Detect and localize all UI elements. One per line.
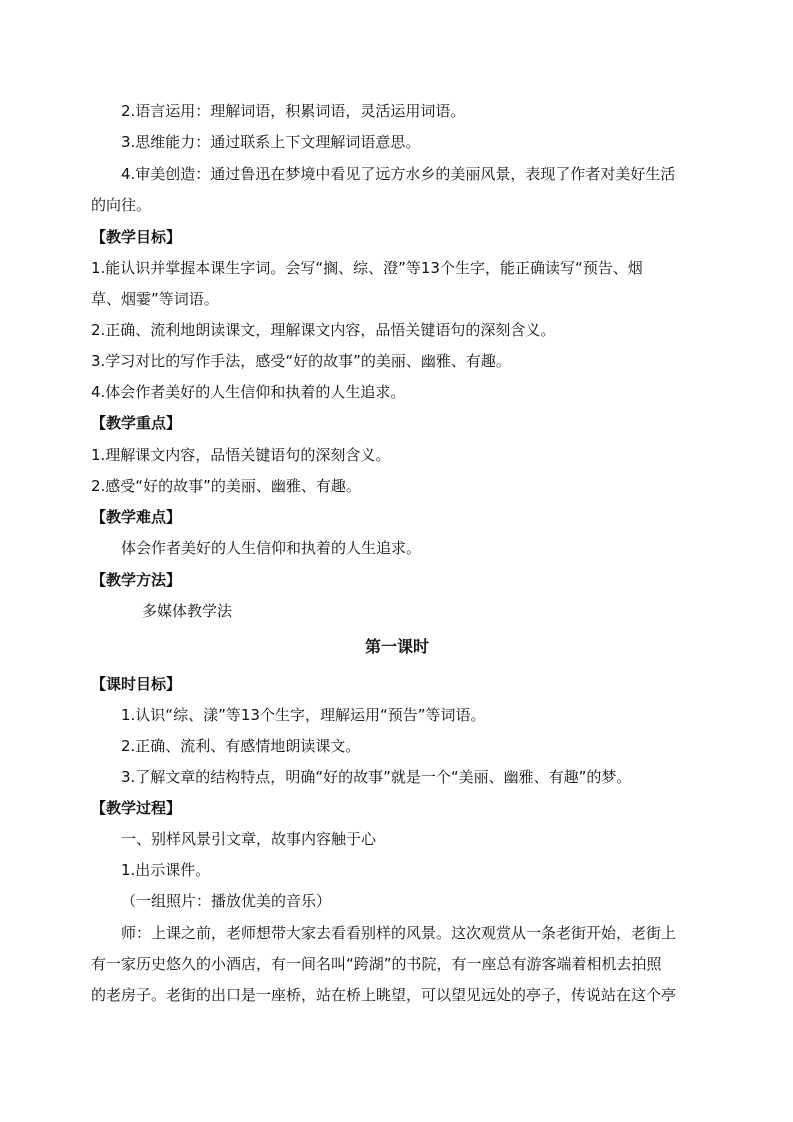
core-literacy-item-2: 2.语言运用：理解词语，积累词语，灵活运用词语。 (121, 102, 466, 120)
lesson-goal-2: 2.正确、流利、有感情地朗读课文。 (121, 737, 361, 755)
core-literacy-item-4-line-1: 4.审美创造：通过鲁迅在梦境中看见了远方水乡的美丽风景，表现了作者对美好生活 (121, 165, 676, 183)
key-point-2: 2.感受“好的故事”的美丽、幽雅、有趣。 (91, 477, 361, 495)
teaching-goal-4: 4.体会作者美好的人生信仰和执着的人生追求。 (91, 383, 406, 401)
process-heading: 【教学过程】 (91, 799, 182, 817)
teacher-line-1: 师：上课之前，老师想带大家去看看别样的风景。这次观赏从一条老街开始，老街上 (121, 924, 677, 942)
process-section-1: 一、别样风景引文章，故事内容触于心 (121, 830, 377, 848)
teaching-goal-2: 2.正确、流利地朗读课文，理解课文内容，品悟关键语句的深刻含义。 (91, 321, 556, 339)
key-point-1: 1.理解课文内容，品悟关键语句的深刻含义。 (91, 446, 391, 464)
teaching-goals-heading: 【教学目标】 (91, 228, 182, 246)
teaching-goal-1-line-2: 草、烟霎”等词语。 (91, 290, 219, 308)
difficulties-heading: 【教学难点】 (91, 508, 182, 526)
process-step-1-note: （一组照片：播放优美的音乐） (121, 892, 332, 910)
lesson-goal-1: 1.认识“综、漾”等13个生字，理解运用“预告”等词语。 (121, 706, 486, 724)
teaching-goal-1-line-1: 1.能认识并掌握本课生字词。会写“搁、综、澄”等13个生字，能正确读写“预告、烟 (91, 259, 643, 277)
methods-heading: 【教学方法】 (91, 571, 182, 589)
lesson-goals-heading: 【课时目标】 (91, 675, 182, 693)
key-points-heading: 【教学重点】 (91, 414, 182, 432)
methods-text: 多媒体教学法 (142, 602, 233, 620)
teacher-line-2: 有一家历史悠久的小酒店，有一间名叫“跨湖”的书院，有一座总有游客端着相机去拍照 (91, 955, 662, 973)
lesson-title: 第一课时 (365, 637, 430, 656)
lesson-goal-3: 3.了解文章的结构特点，明确“好的故事”就是一个“美丽、幽雅、有趣”的梦。 (121, 768, 632, 786)
teaching-goal-3: 3.学习对比的写作手法，感受“好的故事”的美丽、幽雅、有趣。 (91, 352, 511, 370)
teacher-line-3: 的老房子。老街的出口是一座桥，站在桥上眺望，可以望见远处的亭子，传说站在这个亭 (91, 986, 677, 1004)
core-literacy-item-4-line-2: 的向往。 (91, 196, 152, 214)
difficulties-text: 体会作者美好的人生信仰和执着的人生追求。 (121, 539, 422, 557)
process-step-1: 1.出示课件。 (121, 861, 211, 879)
core-literacy-item-3: 3.思维能力：通过联系上下文理解词语意思。 (121, 133, 421, 151)
